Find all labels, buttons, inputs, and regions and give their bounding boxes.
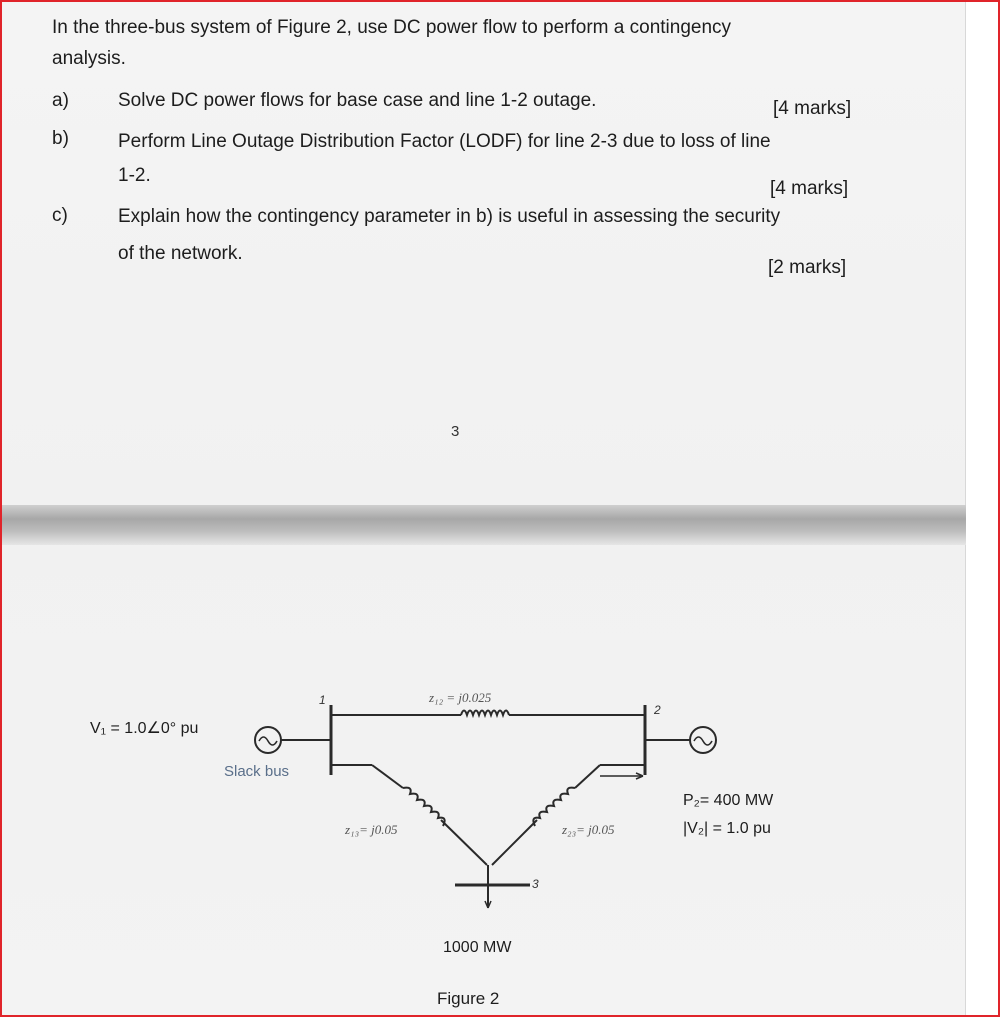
load-label: 1000 MW: [443, 939, 512, 956]
part-c-text-2: of the network.: [118, 243, 243, 264]
bus-1-number: 1: [319, 693, 326, 707]
part-b-letter: b): [52, 128, 69, 149]
slack-bus-label: Slack bus: [224, 763, 290, 780]
v1-label: V₁ = 1.0∠0° pu: [90, 720, 199, 737]
bus-2-number: 2: [654, 703, 661, 717]
figure-caption: Figure 2: [437, 989, 500, 1008]
line-1-2-impedance: [461, 711, 509, 716]
part-b-text: Perform Line Outage Distribution Factor (LODF) for line 2-3 due to loss of line: [118, 131, 771, 152]
part-c-marks: [2 marks]: [768, 257, 847, 278]
part-a-letter: a): [52, 90, 69, 111]
z13-label: z₁₃= j0.05: [345, 822, 398, 837]
v2-label: |V₂| = 1.0 pu: [683, 820, 771, 837]
part-c-letter: c): [52, 205, 68, 226]
stray-number: 3: [451, 423, 460, 440]
p2-label: P₂= 400 MW: [683, 792, 774, 809]
intro-line-1: In the three-bus system of Figure 2, use DC power flow to perform a contingency: [52, 17, 732, 38]
part-b-marks: [4 marks]: [770, 178, 849, 199]
bus-3-number: 3: [532, 877, 539, 891]
part-b-text-2: 1-2.: [118, 165, 151, 186]
z23-label: z₂₃= j0.05: [562, 822, 615, 837]
line-2-3-impedance: [533, 788, 575, 826]
intro-line-2: analysis.: [52, 48, 126, 69]
part-a-text: Solve DC power flows for base case and line 1-2 outage.: [118, 90, 597, 111]
line-1-3-impedance: [403, 788, 445, 826]
part-a-marks: [4 marks]: [773, 98, 852, 119]
z12-label: z₁₂ = j0.025: [429, 690, 492, 705]
part-c-text: Explain how the contingency parameter in b) is useful in assessing the security: [118, 206, 781, 227]
